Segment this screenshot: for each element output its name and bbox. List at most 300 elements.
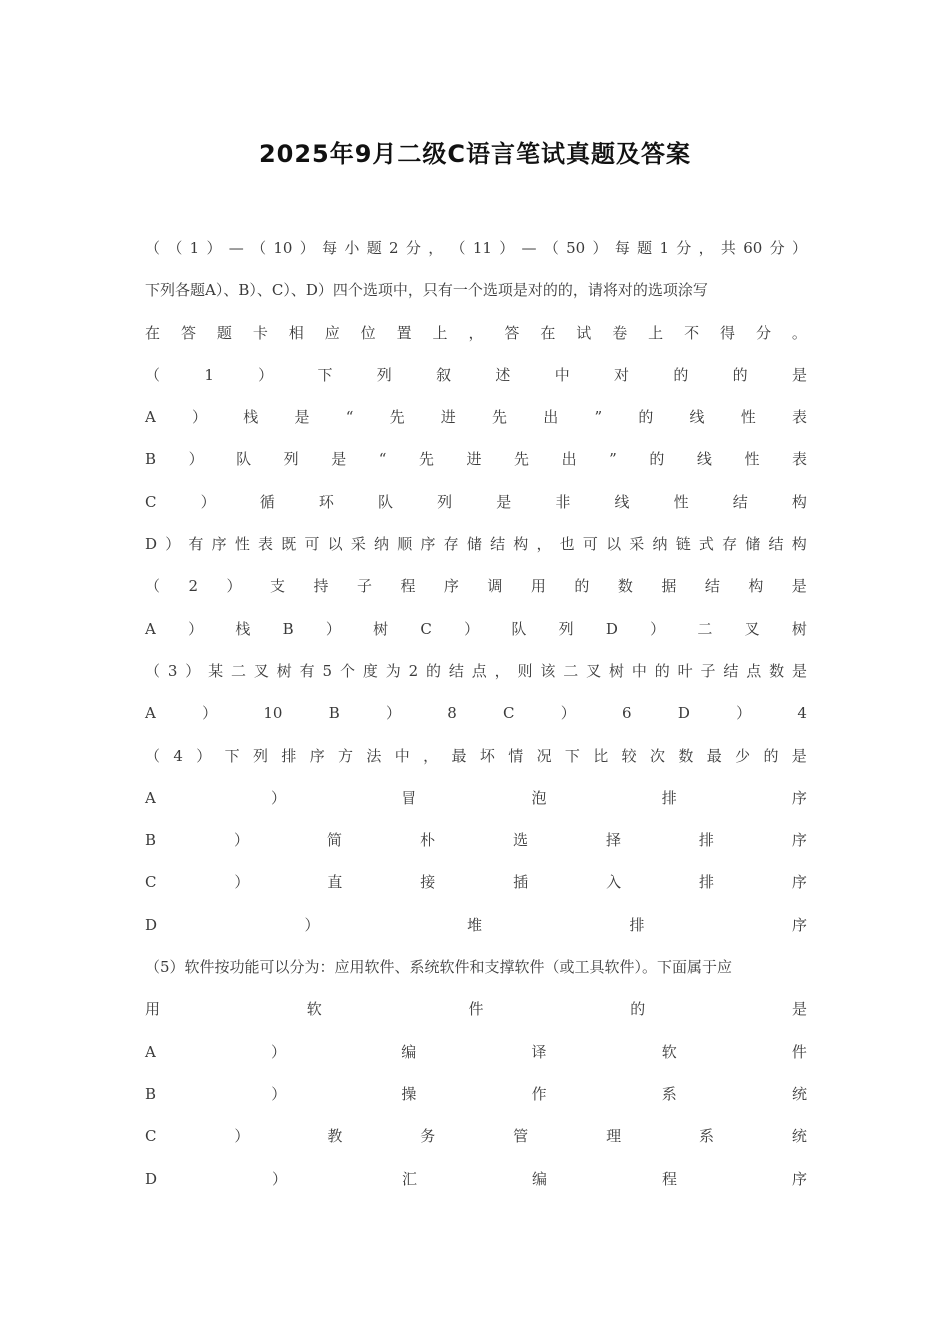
text-token: 表 [258,535,274,554]
text-line [145,828,807,870]
text-token: 度 [362,661,378,680]
text-token: 是 [496,492,512,511]
text-token: 1 [189,239,200,257]
text-token: 最 [706,746,722,765]
text-token: 系 [699,1127,715,1146]
text-token: 软 [306,1000,322,1019]
text-token: C [503,704,515,723]
text-token: D [605,619,618,638]
text-token: 冒 [401,788,417,807]
text-token: 每 [322,239,338,257]
text-token: 树 [373,619,389,638]
text-token: 务 [420,1127,436,1146]
text-token: 入 [606,873,622,892]
text-token: B [145,831,157,850]
text-token: 构 [791,492,807,511]
text-token: 上 [432,323,448,342]
text-token: 置 [396,323,412,342]
text-token: 二 [231,661,247,680]
text-token: 的 [763,746,779,765]
text-token: ） [271,1042,287,1061]
text-line [145,744,807,786]
text-token: 结 [768,535,784,554]
text-token: 次 [650,746,666,765]
text-token: 序 [791,788,807,807]
text-token: 中 [554,365,570,384]
text-token: 在 [540,323,556,342]
text-token: 式 [698,535,714,554]
text-token: 持 [313,577,329,596]
text-token: 共 [720,239,736,257]
text-token: 数 [617,577,633,596]
text-token: 操 [401,1084,417,1103]
text-token: 可 [304,535,320,554]
text-line: （5）软件按功能可以分为：应用软件、系统软件和支撑软件（或工具软件）。下面属于应 [145,958,733,977]
text-token: 子 [700,661,716,680]
text-token: 排 [661,788,677,807]
text-token: 叉 [744,619,760,638]
text-token: 构 [513,535,529,554]
text-token: 的 [630,1000,646,1019]
text-token: 题 [216,323,232,342]
text-token: 构 [791,535,807,554]
text-token: 为 [385,661,401,680]
text-line [145,913,807,955]
text-token: 某 [208,661,224,680]
text-token: 接 [420,873,436,892]
text-token: 中 [631,661,647,680]
text-token: 线 [614,492,630,511]
text-token: D [145,535,158,554]
text-token: 。 [791,323,807,342]
text-token: 教 [327,1127,343,1146]
text-token: （ [543,239,559,257]
text-token: 叉 [253,661,269,680]
text-token: 调 [487,577,503,596]
text-token: 分 [769,239,785,257]
text-token: C [145,492,157,511]
text-token: 卡 [252,323,268,342]
text-token: 列 [437,492,453,511]
text-token: 出 [543,408,559,427]
text-token: 排 [629,915,645,934]
text-token: ） [226,577,242,596]
text-token: 性 [744,450,760,469]
text-token: 编 [401,1042,417,1061]
text-token: 二 [697,619,713,638]
text-token: ） [464,619,480,638]
text-token: 对 [614,365,630,384]
text-token: ） [234,831,250,850]
text-token: A [145,408,156,427]
text-token: 1 [204,365,214,384]
text-token: 少 [735,746,751,765]
text-token: 3 [167,661,178,680]
text-line [145,363,807,405]
text-token: ， [468,323,484,342]
text-token: 程 [400,577,416,596]
text-token: 既 [281,535,297,554]
text-token: 队 [377,492,393,511]
text-token: ） [325,619,341,638]
text-token: 情 [508,746,524,765]
text-token: 卷 [612,323,628,342]
text-token: 二 [563,661,579,680]
text-token: 用 [145,1000,161,1019]
text-token: 序 [443,577,459,596]
text-token: 链 [675,535,691,554]
text-token: 泡 [531,788,547,807]
text-token: 相 [288,323,304,342]
text-token: 题 [637,239,653,257]
text-token: 件 [791,1042,807,1061]
text-token: 先 [514,450,530,469]
text-token: ） [304,915,320,934]
text-token: 先 [418,450,434,469]
text-token: ） [196,746,212,765]
text-line [145,321,807,363]
text-token: 的 [425,661,441,680]
text-token: ） [234,1127,250,1146]
text-token: 答 [180,323,196,342]
text-token: 的 [574,577,590,596]
text-token: 排 [281,746,297,765]
text-token: 10 [273,239,293,257]
text-token: 线 [696,450,712,469]
text-token: 不 [684,323,700,342]
text-token: 叙 [436,365,452,384]
text-token: 是 [294,408,310,427]
text-token: （ [167,239,183,257]
text-token: 4 [173,746,183,765]
text-token: 比 [593,746,609,765]
text-token: 序 [791,915,807,934]
text-token: 2 [389,239,399,257]
text-token: ） [791,239,807,257]
text-token: ） [736,704,752,723]
text-token: 较 [621,746,637,765]
text-token: （ [145,661,161,680]
text-token: 结 [732,492,748,511]
text-token: 列 [252,746,268,765]
text-token: 环 [318,492,334,511]
text-line [145,870,807,912]
text-token: 下 [564,746,580,765]
text-token: 位 [360,323,376,342]
text-token: 储 [466,535,482,554]
text-token: 编 [531,1169,547,1188]
text-token: 程 [661,1169,677,1188]
text-token: C [145,1127,157,1146]
text-token: ） [234,873,250,892]
text-token: 朴 [419,831,435,850]
text-line [145,490,807,532]
text-token: 是 [791,1000,807,1019]
text-token: ） [258,365,274,384]
text-token: 顺 [397,535,413,554]
text-token: B [328,704,340,723]
text-token: 序 [791,873,807,892]
text-token: 序 [309,746,325,765]
text-token: 有 [299,661,315,680]
text-token: 小 [344,239,360,257]
text-token: 结 [723,661,739,680]
text-token: ） [165,535,181,554]
text-token: 线 [689,408,705,427]
text-token: — [521,239,537,257]
text-token: 10 [263,704,283,723]
text-token: 队 [236,450,252,469]
text-token: 试 [576,323,592,342]
text-token: ， [698,239,714,257]
text-token: 是 [791,661,807,680]
text-token: 8 [447,704,457,723]
text-token: 据 [661,577,677,596]
text-line [145,405,807,447]
text-line [145,1082,807,1124]
text-token: 列 [376,365,392,384]
text-token: 最 [451,746,467,765]
text-token: ） [592,239,608,257]
text-token: ， [536,535,552,554]
text-token: 列 [283,450,299,469]
text-token: 列 [558,619,574,638]
text-token: 中 [394,746,410,765]
text-token: ） [650,619,666,638]
text-token: 用 [530,577,546,596]
text-line [145,701,807,743]
text-token: 软 [661,1042,677,1061]
text-token: 6 [622,704,632,723]
text-token: 树 [791,619,807,638]
text-line [145,997,807,1039]
text-token: 性 [740,408,756,427]
text-token: 每 [614,239,630,257]
text-token: 则 [517,661,533,680]
text-token: 题 [366,239,382,257]
text-token: 树 [608,661,624,680]
document-title: 2025年9月二级C语言笔试真题及答案 [258,140,692,168]
text-token: 有 [188,535,204,554]
text-token: 结 [704,577,720,596]
text-token: 应 [324,323,340,342]
text-line [145,447,807,489]
text-token: 答 [504,323,520,342]
text-token: 先 [389,408,405,427]
text-token: 插 [513,873,529,892]
text-token: ） [202,704,218,723]
text-token: 序 [791,1169,807,1188]
text-token: ， [428,239,444,257]
text-token: 述 [495,365,511,384]
text-token: 结 [490,535,506,554]
text-token: 件 [468,1000,484,1019]
text-token: ） [192,408,208,427]
text-token: ） [272,1169,288,1188]
text-token: ） [271,1084,287,1103]
text-token: 1 [659,239,669,257]
text-token: ） [188,450,204,469]
text-token: 栈 [243,408,259,427]
text-token: 坏 [479,746,495,765]
text-token: 进 [466,450,482,469]
text-token: 4 [797,704,807,723]
text-token: 纳 [374,535,390,554]
text-token: 队 [511,619,527,638]
text-token: 直 [327,873,343,892]
text-token: 序 [791,831,807,850]
text-token: 排 [698,831,714,850]
text-line [145,532,807,574]
text-token: ） [385,704,401,723]
text-token: 在 [145,323,161,342]
text-token: 分 [405,239,421,257]
text-token: A [145,619,156,638]
body-text [145,236,807,1209]
text-token: 下 [317,365,333,384]
text-line [145,574,807,616]
text-token: 系 [661,1084,677,1103]
text-token: 序 [211,535,227,554]
text-token: （ [251,239,267,257]
text-token: 择 [605,831,621,850]
text-token: 数 [769,661,785,680]
text-token: B [145,1084,157,1103]
text-token: 以 [327,535,343,554]
text-token: ） [499,239,515,257]
text-token: B [145,450,157,469]
text-token: 法 [366,746,382,765]
text-token: ） [299,239,315,257]
text-token: ” [609,450,617,469]
text-line [145,236,807,278]
text-token: 叉 [586,661,602,680]
text-token: 选 [512,831,528,850]
text-token: 下 [224,746,240,765]
text-token: 的 [732,365,748,384]
text-token: A [145,1042,156,1061]
text-token: B [282,619,294,638]
text-token: “ [378,450,387,469]
text-token: ， [494,661,510,680]
text-token: 是 [331,450,347,469]
text-line [145,617,807,659]
text-token: D [677,704,690,723]
text-token: 上 [648,323,664,342]
text-token: 可 [582,535,598,554]
text-token: 是 [791,746,807,765]
text-token: 采 [629,535,645,554]
text-token: 表 [791,450,807,469]
text-token: 以 [606,535,622,554]
text-line [145,786,807,828]
text-token: 表 [791,408,807,427]
text-token: 简 [326,831,342,850]
text-token: 60 [743,239,763,257]
text-token: 方 [338,746,354,765]
text-token: 先 [492,408,508,427]
text-token: 出 [561,450,577,469]
text-token: 进 [440,408,456,427]
text-token: ” [594,408,603,427]
text-token: 是 [791,577,807,596]
text-token: ） [206,239,222,257]
text-token: ） [185,661,201,680]
text-token: 存 [443,535,459,554]
text-token: 叶 [677,661,693,680]
text-token: 统 [791,1084,807,1103]
text-token: 栈 [235,619,251,638]
text-token: 性 [234,535,250,554]
text-token: 支 [269,577,285,596]
text-token: ） [271,788,287,807]
text-token: 分 [676,239,692,257]
text-token: 非 [555,492,571,511]
text-token: 分 [755,323,771,342]
text-token: D [145,915,158,934]
text-token: 的 [649,450,665,469]
text-token: “ [345,408,354,427]
text-token: 汇 [401,1169,417,1188]
text-token: 存 [722,535,738,554]
text-token: 树 [276,661,292,680]
text-token: A [145,788,156,807]
text-line: 下列各题A）、B）、C）、D）四个选项中，只有一个选项是对的的，请将对的选项涂写 [145,281,708,300]
text-token: 得 [720,323,736,342]
text-token: 理 [606,1127,622,1146]
text-line [145,1040,807,1082]
text-token: 数 [678,746,694,765]
text-token: 该 [540,661,556,680]
text-token: （ [450,239,466,257]
text-token: 统 [791,1127,807,1146]
text-token: 堆 [466,915,482,934]
text-token: C [145,873,157,892]
text-token: ） [200,492,216,511]
text-token: 纳 [652,535,668,554]
text-token: 排 [699,873,715,892]
text-token: 序 [420,535,436,554]
text-token: 子 [356,577,372,596]
text-token: 2 [408,661,419,680]
text-token: 点 [471,661,487,680]
text-token: 结 [448,661,464,680]
text-token: 点 [746,661,762,680]
text-token: 管 [513,1127,529,1146]
text-token: （ [145,365,161,384]
text-token: （ [145,577,161,596]
text-token: ， [423,746,439,765]
text-token: ） [188,619,204,638]
text-token: 译 [531,1042,547,1061]
text-token: 作 [531,1084,547,1103]
text-token: 的 [673,365,689,384]
text-token: 的 [638,408,654,427]
text-token: （ [145,746,161,765]
text-token: A [145,704,156,723]
text-token: 况 [536,746,552,765]
text-token: （ [145,239,161,257]
text-token: 储 [745,535,761,554]
text-token: D [145,1169,158,1188]
text-token: 循 [259,492,275,511]
text-token: 50 [566,239,586,257]
text-token: 也 [559,535,575,554]
text-token: 11 [472,239,492,257]
text-token: 构 [748,577,764,596]
text-token: 的 [654,661,670,680]
text-token: 性 [673,492,689,511]
